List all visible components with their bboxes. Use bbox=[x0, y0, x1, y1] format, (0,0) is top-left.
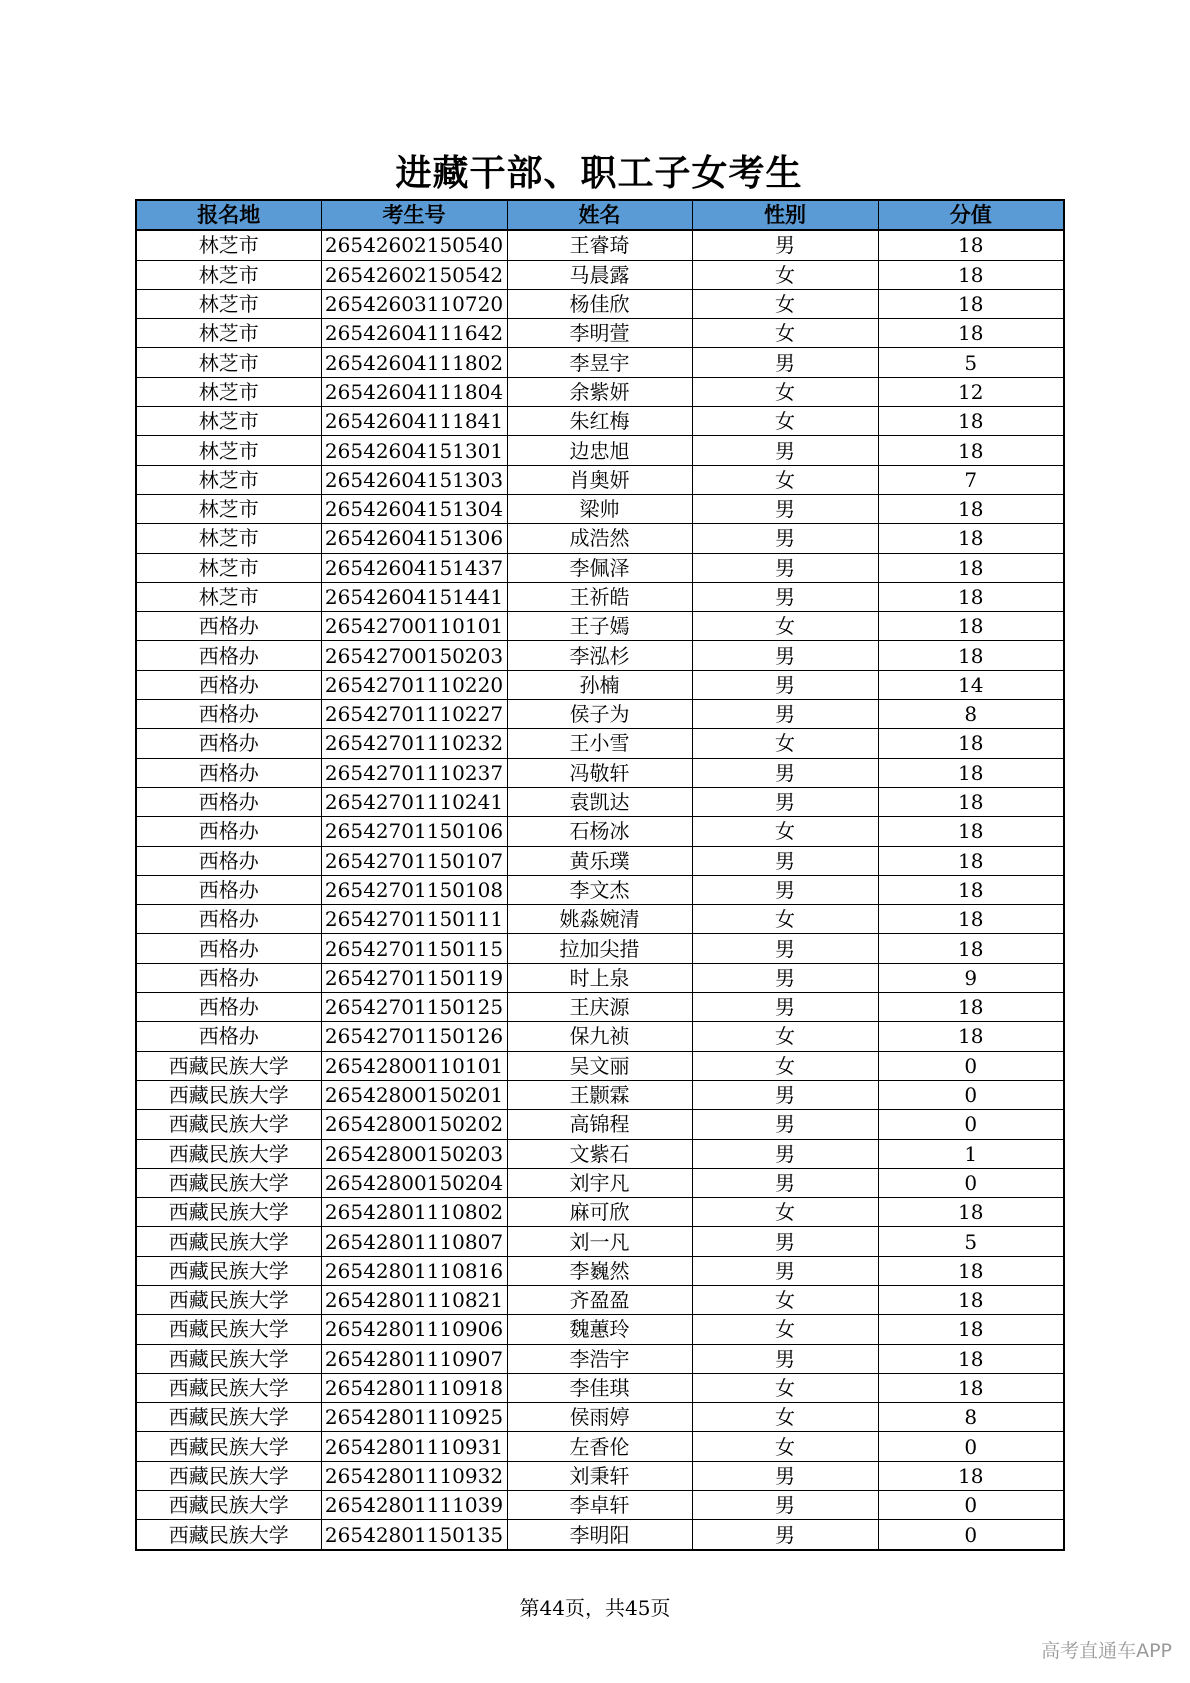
column-header-name: 姓名 bbox=[507, 200, 692, 230]
table-row bbox=[136, 1285, 1064, 1314]
cell-exam-id: 26542604151301 bbox=[321, 436, 507, 465]
table-row bbox=[136, 407, 1064, 436]
cell-name: 梁帅 bbox=[507, 494, 692, 523]
table-row bbox=[136, 524, 1064, 553]
cell-name: 石杨冰 bbox=[507, 817, 692, 846]
cell-score: 18 bbox=[878, 230, 1064, 260]
cell-score: 18 bbox=[878, 289, 1064, 318]
cell-gender: 男 bbox=[692, 553, 878, 582]
table-row bbox=[136, 905, 1064, 934]
page-title: 进藏干部、职工子女考生 bbox=[395, 152, 803, 194]
cell-score: 14 bbox=[878, 670, 1064, 699]
cell-exam-id: 26542800150204 bbox=[321, 1168, 507, 1197]
table-row bbox=[136, 641, 1064, 670]
cell-name: 李泓杉 bbox=[507, 641, 692, 670]
cell-location: 西藏民族大学 bbox=[136, 1198, 321, 1227]
cell-location: 西藏民族大学 bbox=[136, 1080, 321, 1109]
table-row bbox=[136, 1491, 1064, 1520]
cell-exam-id: 26542604151441 bbox=[321, 582, 507, 611]
cell-score: 7 bbox=[878, 465, 1064, 494]
cell-name: 左香伦 bbox=[507, 1432, 692, 1461]
table-row bbox=[136, 1139, 1064, 1168]
cell-gender: 女 bbox=[692, 1285, 878, 1314]
column-header-score: 分值 bbox=[878, 200, 1064, 230]
table-row bbox=[136, 875, 1064, 904]
cell-score: 0 bbox=[878, 1110, 1064, 1139]
cell-name: 李浩宇 bbox=[507, 1344, 692, 1373]
table-row bbox=[136, 1110, 1064, 1139]
cell-gender: 女 bbox=[692, 465, 878, 494]
cell-gender: 男 bbox=[692, 700, 878, 729]
cell-exam-id: 26542604111841 bbox=[321, 407, 507, 436]
cell-gender: 男 bbox=[692, 1344, 878, 1373]
cell-gender: 女 bbox=[692, 817, 878, 846]
cell-name: 冯敬轩 bbox=[507, 758, 692, 787]
cell-exam-id: 26542801110821 bbox=[321, 1285, 507, 1314]
cell-score: 0 bbox=[878, 1491, 1064, 1520]
cell-name: 王祈皓 bbox=[507, 582, 692, 611]
cell-exam-id: 26542604151437 bbox=[321, 553, 507, 582]
cell-score: 18 bbox=[878, 993, 1064, 1022]
cell-location: 西格办 bbox=[136, 934, 321, 963]
cell-name: 李卓轩 bbox=[507, 1491, 692, 1520]
cell-exam-id: 26542603110720 bbox=[321, 289, 507, 318]
table-row bbox=[136, 1520, 1064, 1550]
cell-name: 吴文丽 bbox=[507, 1051, 692, 1080]
cell-exam-id: 26542701150125 bbox=[321, 993, 507, 1022]
cell-name: 李文杰 bbox=[507, 875, 692, 904]
cell-location: 西格办 bbox=[136, 875, 321, 904]
cell-gender: 男 bbox=[692, 1256, 878, 1285]
cell-gender: 女 bbox=[692, 319, 878, 348]
cell-score: 18 bbox=[878, 1344, 1064, 1373]
cell-exam-id: 26542701110220 bbox=[321, 670, 507, 699]
cell-name: 高锦程 bbox=[507, 1110, 692, 1139]
cell-exam-id: 26542701150108 bbox=[321, 875, 507, 904]
cell-gender: 男 bbox=[692, 1139, 878, 1168]
cell-exam-id: 26542800110101 bbox=[321, 1051, 507, 1080]
table-row bbox=[136, 700, 1064, 729]
cell-location: 西藏民族大学 bbox=[136, 1403, 321, 1432]
cell-location: 西格办 bbox=[136, 612, 321, 641]
cell-exam-id: 26542801110906 bbox=[321, 1315, 507, 1344]
cell-location: 林芝市 bbox=[136, 524, 321, 553]
cell-score: 18 bbox=[878, 875, 1064, 904]
cell-score: 18 bbox=[878, 1461, 1064, 1490]
cell-gender: 男 bbox=[692, 1461, 878, 1490]
cell-location: 西藏民族大学 bbox=[136, 1285, 321, 1314]
cell-exam-id: 26542700110101 bbox=[321, 612, 507, 641]
cell-score: 0 bbox=[878, 1051, 1064, 1080]
table-row bbox=[136, 319, 1064, 348]
table-row bbox=[136, 494, 1064, 523]
table-row bbox=[136, 1344, 1064, 1373]
cell-score: 18 bbox=[878, 494, 1064, 523]
cell-name: 余紫妍 bbox=[507, 377, 692, 406]
cell-score: 18 bbox=[878, 1373, 1064, 1402]
table-row bbox=[136, 260, 1064, 289]
cell-score: 18 bbox=[878, 817, 1064, 846]
cell-score: 18 bbox=[878, 524, 1064, 553]
cell-exam-id: 26542701150119 bbox=[321, 963, 507, 992]
cell-location: 西格办 bbox=[136, 700, 321, 729]
cell-location: 西藏民族大学 bbox=[136, 1461, 321, 1490]
table-header-row bbox=[136, 200, 1064, 230]
table-row bbox=[136, 963, 1064, 992]
cell-score: 18 bbox=[878, 1285, 1064, 1314]
cell-location: 林芝市 bbox=[136, 407, 321, 436]
cell-exam-id: 26542604111804 bbox=[321, 377, 507, 406]
cell-location: 林芝市 bbox=[136, 260, 321, 289]
cell-score: 18 bbox=[878, 641, 1064, 670]
cell-score: 18 bbox=[878, 612, 1064, 641]
cell-score: 0 bbox=[878, 1432, 1064, 1461]
cell-exam-id: 26542604111802 bbox=[321, 348, 507, 377]
cell-location: 林芝市 bbox=[136, 582, 321, 611]
cell-gender: 男 bbox=[692, 758, 878, 787]
cell-name: 李明萱 bbox=[507, 319, 692, 348]
cell-exam-id: 26542801111039 bbox=[321, 1491, 507, 1520]
table-row bbox=[136, 787, 1064, 816]
cell-name: 拉加尖措 bbox=[507, 934, 692, 963]
cell-name: 时上泉 bbox=[507, 963, 692, 992]
cell-exam-id: 26542801110918 bbox=[321, 1373, 507, 1402]
cell-name: 孙楠 bbox=[507, 670, 692, 699]
cell-location: 林芝市 bbox=[136, 230, 321, 260]
table-row bbox=[136, 846, 1064, 875]
cell-location: 西藏民族大学 bbox=[136, 1520, 321, 1550]
cell-location: 西格办 bbox=[136, 993, 321, 1022]
cell-name: 刘一凡 bbox=[507, 1227, 692, 1256]
cell-gender: 女 bbox=[692, 612, 878, 641]
cell-location: 西藏民族大学 bbox=[136, 1110, 321, 1139]
cell-exam-id: 26542801150135 bbox=[321, 1520, 507, 1550]
table-row bbox=[136, 1168, 1064, 1197]
cell-gender: 男 bbox=[692, 641, 878, 670]
cell-gender: 女 bbox=[692, 1051, 878, 1080]
cell-location: 林芝市 bbox=[136, 494, 321, 523]
cell-score: 9 bbox=[878, 963, 1064, 992]
table-row bbox=[136, 1051, 1064, 1080]
cell-exam-id: 26542701150126 bbox=[321, 1022, 507, 1051]
cell-location: 西格办 bbox=[136, 817, 321, 846]
cell-name: 边忠旭 bbox=[507, 436, 692, 465]
table-row bbox=[136, 289, 1064, 318]
cell-gender: 男 bbox=[692, 1168, 878, 1197]
cell-score: 18 bbox=[878, 905, 1064, 934]
table-row bbox=[136, 1461, 1064, 1490]
cell-name: 王小雪 bbox=[507, 729, 692, 758]
table-row bbox=[136, 612, 1064, 641]
cell-score: 8 bbox=[878, 700, 1064, 729]
cell-name: 袁凯达 bbox=[507, 787, 692, 816]
cell-location: 西藏民族大学 bbox=[136, 1491, 321, 1520]
cell-score: 18 bbox=[878, 758, 1064, 787]
cell-gender: 男 bbox=[692, 787, 878, 816]
cell-score: 18 bbox=[878, 319, 1064, 348]
cell-exam-id: 26542604111642 bbox=[321, 319, 507, 348]
cell-location: 西藏民族大学 bbox=[136, 1315, 321, 1344]
cell-name: 侯子为 bbox=[507, 700, 692, 729]
cell-exam-id: 26542701110232 bbox=[321, 729, 507, 758]
cell-score: 5 bbox=[878, 348, 1064, 377]
cell-score: 18 bbox=[878, 407, 1064, 436]
cell-exam-id: 26542701150115 bbox=[321, 934, 507, 963]
cell-gender: 女 bbox=[692, 377, 878, 406]
cell-location: 林芝市 bbox=[136, 348, 321, 377]
cell-score: 18 bbox=[878, 582, 1064, 611]
cell-name: 王子嫣 bbox=[507, 612, 692, 641]
cell-name: 刘秉轩 bbox=[507, 1461, 692, 1490]
table-row bbox=[136, 1403, 1064, 1432]
cell-name: 麻可欣 bbox=[507, 1198, 692, 1227]
cell-exam-id: 26542801110932 bbox=[321, 1461, 507, 1490]
cell-gender: 女 bbox=[692, 260, 878, 289]
cell-exam-id: 26542701150106 bbox=[321, 817, 507, 846]
cell-gender: 男 bbox=[692, 934, 878, 963]
table-row bbox=[136, 993, 1064, 1022]
cell-location: 林芝市 bbox=[136, 377, 321, 406]
cell-location: 西藏民族大学 bbox=[136, 1051, 321, 1080]
table-row bbox=[136, 670, 1064, 699]
cell-gender: 男 bbox=[692, 670, 878, 699]
cell-exam-id: 26542801110925 bbox=[321, 1403, 507, 1432]
cell-location: 林芝市 bbox=[136, 553, 321, 582]
cell-name: 李佩泽 bbox=[507, 553, 692, 582]
cell-name: 李明阳 bbox=[507, 1520, 692, 1550]
cell-name: 侯雨婷 bbox=[507, 1403, 692, 1432]
cell-gender: 女 bbox=[692, 729, 878, 758]
table-row bbox=[136, 377, 1064, 406]
cell-exam-id: 26542602150540 bbox=[321, 230, 507, 260]
cell-score: 18 bbox=[878, 729, 1064, 758]
cell-gender: 女 bbox=[692, 407, 878, 436]
cell-gender: 女 bbox=[692, 1432, 878, 1461]
cell-score: 0 bbox=[878, 1080, 1064, 1109]
cell-location: 林芝市 bbox=[136, 465, 321, 494]
cell-exam-id: 26542701150107 bbox=[321, 846, 507, 875]
cell-name: 成浩然 bbox=[507, 524, 692, 553]
cell-location: 西藏民族大学 bbox=[136, 1432, 321, 1461]
cell-name: 保九祯 bbox=[507, 1022, 692, 1051]
cell-name: 刘宇凡 bbox=[507, 1168, 692, 1197]
table-row bbox=[136, 348, 1064, 377]
cell-name: 马晨露 bbox=[507, 260, 692, 289]
table-row bbox=[136, 729, 1064, 758]
cell-score: 18 bbox=[878, 260, 1064, 289]
cell-location: 林芝市 bbox=[136, 319, 321, 348]
cell-name: 文紫石 bbox=[507, 1139, 692, 1168]
cell-name: 李昱宇 bbox=[507, 348, 692, 377]
cell-name: 姚淼婉清 bbox=[507, 905, 692, 934]
cell-gender: 男 bbox=[692, 1520, 878, 1550]
cell-location: 西格办 bbox=[136, 758, 321, 787]
cell-location: 西藏民族大学 bbox=[136, 1168, 321, 1197]
cell-score: 0 bbox=[878, 1520, 1064, 1550]
cell-score: 0 bbox=[878, 1168, 1064, 1197]
cell-gender: 女 bbox=[692, 1403, 878, 1432]
table-row bbox=[136, 758, 1064, 787]
cell-gender: 男 bbox=[692, 846, 878, 875]
cell-score: 18 bbox=[878, 1022, 1064, 1051]
cell-name: 魏蕙玲 bbox=[507, 1315, 692, 1344]
cell-location: 西格办 bbox=[136, 729, 321, 758]
table-row bbox=[136, 934, 1064, 963]
cell-exam-id: 26542604151303 bbox=[321, 465, 507, 494]
cell-location: 林芝市 bbox=[136, 436, 321, 465]
cell-name: 朱红梅 bbox=[507, 407, 692, 436]
cell-name: 肖奥妍 bbox=[507, 465, 692, 494]
cell-score: 18 bbox=[878, 1198, 1064, 1227]
cell-gender: 男 bbox=[692, 1227, 878, 1256]
cell-score: 18 bbox=[878, 1256, 1064, 1285]
cell-score: 8 bbox=[878, 1403, 1064, 1432]
cell-exam-id: 26542800150202 bbox=[321, 1110, 507, 1139]
cell-gender: 男 bbox=[692, 963, 878, 992]
cell-gender: 女 bbox=[692, 1315, 878, 1344]
cell-location: 西藏民族大学 bbox=[136, 1227, 321, 1256]
table-row bbox=[136, 230, 1064, 260]
cell-name: 王颢霖 bbox=[507, 1080, 692, 1109]
cell-location: 西格办 bbox=[136, 787, 321, 816]
table-row bbox=[136, 582, 1064, 611]
table-row bbox=[136, 1227, 1064, 1256]
cell-name: 齐盈盈 bbox=[507, 1285, 692, 1314]
page-number: 第44页，共45页 bbox=[519, 1596, 671, 1620]
table-row bbox=[136, 1080, 1064, 1109]
cell-score: 18 bbox=[878, 1315, 1064, 1344]
cell-score: 18 bbox=[878, 846, 1064, 875]
cell-gender: 男 bbox=[692, 1080, 878, 1109]
table-row bbox=[136, 1373, 1064, 1402]
cell-gender: 女 bbox=[692, 1022, 878, 1051]
cell-exam-id: 26542801110816 bbox=[321, 1256, 507, 1285]
cell-exam-id: 26542801110931 bbox=[321, 1432, 507, 1461]
cell-gender: 女 bbox=[692, 1373, 878, 1402]
cell-gender: 男 bbox=[692, 875, 878, 904]
cell-exam-id: 26542801110907 bbox=[321, 1344, 507, 1373]
cell-location: 西藏民族大学 bbox=[136, 1256, 321, 1285]
cell-gender: 男 bbox=[692, 524, 878, 553]
cell-location: 林芝市 bbox=[136, 289, 321, 318]
cell-name: 李佳琪 bbox=[507, 1373, 692, 1402]
cell-name: 黄乐璞 bbox=[507, 846, 692, 875]
cell-location: 西格办 bbox=[136, 846, 321, 875]
cell-score: 18 bbox=[878, 934, 1064, 963]
cell-name: 王睿琦 bbox=[507, 230, 692, 260]
table-row bbox=[136, 465, 1064, 494]
watermark: 高考直通车APP bbox=[1041, 1640, 1172, 1662]
cell-exam-id: 26542800150203 bbox=[321, 1139, 507, 1168]
table-row bbox=[136, 436, 1064, 465]
cell-location: 西格办 bbox=[136, 963, 321, 992]
cell-exam-id: 26542701110227 bbox=[321, 700, 507, 729]
table-row bbox=[136, 817, 1064, 846]
column-header-location: 报名地 bbox=[136, 200, 321, 230]
table-body bbox=[136, 230, 1064, 1549]
cell-location: 西格办 bbox=[136, 641, 321, 670]
cell-gender: 男 bbox=[692, 993, 878, 1022]
cell-gender: 男 bbox=[692, 494, 878, 523]
cell-gender: 女 bbox=[692, 1198, 878, 1227]
cell-gender: 男 bbox=[692, 436, 878, 465]
cell-exam-id: 26542801110807 bbox=[321, 1227, 507, 1256]
table-row bbox=[136, 1022, 1064, 1051]
cell-exam-id: 26542602150542 bbox=[321, 260, 507, 289]
column-header-exam-id: 考生号 bbox=[321, 200, 507, 230]
cell-exam-id: 26542701110241 bbox=[321, 787, 507, 816]
cell-score: 5 bbox=[878, 1227, 1064, 1256]
cell-exam-id: 26542604151304 bbox=[321, 494, 507, 523]
cell-location: 西藏民族大学 bbox=[136, 1373, 321, 1402]
cell-name: 杨佳欣 bbox=[507, 289, 692, 318]
table-row bbox=[136, 553, 1064, 582]
cell-exam-id: 26542701110237 bbox=[321, 758, 507, 787]
cell-exam-id: 26542701150111 bbox=[321, 905, 507, 934]
cell-score: 18 bbox=[878, 436, 1064, 465]
cell-location: 西藏民族大学 bbox=[136, 1139, 321, 1168]
table-row bbox=[136, 1256, 1064, 1285]
cell-location: 西藏民族大学 bbox=[136, 1344, 321, 1373]
cell-exam-id: 26542801110802 bbox=[321, 1198, 507, 1227]
cell-gender: 男 bbox=[692, 1110, 878, 1139]
score-table bbox=[135, 199, 1065, 1551]
cell-exam-id: 26542700150203 bbox=[321, 641, 507, 670]
cell-gender: 男 bbox=[692, 1491, 878, 1520]
cell-gender: 女 bbox=[692, 905, 878, 934]
table-row bbox=[136, 1432, 1064, 1461]
cell-name: 王庆源 bbox=[507, 993, 692, 1022]
cell-gender: 男 bbox=[692, 582, 878, 611]
cell-score: 18 bbox=[878, 553, 1064, 582]
column-header-gender: 性别 bbox=[692, 200, 878, 230]
cell-exam-id: 26542604151306 bbox=[321, 524, 507, 553]
cell-location: 西格办 bbox=[136, 1022, 321, 1051]
cell-name: 李巍然 bbox=[507, 1256, 692, 1285]
table-row bbox=[136, 1315, 1064, 1344]
cell-gender: 男 bbox=[692, 230, 878, 260]
cell-location: 西格办 bbox=[136, 905, 321, 934]
cell-score: 18 bbox=[878, 787, 1064, 816]
cell-exam-id: 26542800150201 bbox=[321, 1080, 507, 1109]
table-row bbox=[136, 1198, 1064, 1227]
cell-score: 12 bbox=[878, 377, 1064, 406]
cell-location: 西格办 bbox=[136, 670, 321, 699]
cell-gender: 男 bbox=[692, 348, 878, 377]
cell-gender: 女 bbox=[692, 289, 878, 318]
cell-score: 1 bbox=[878, 1139, 1064, 1168]
